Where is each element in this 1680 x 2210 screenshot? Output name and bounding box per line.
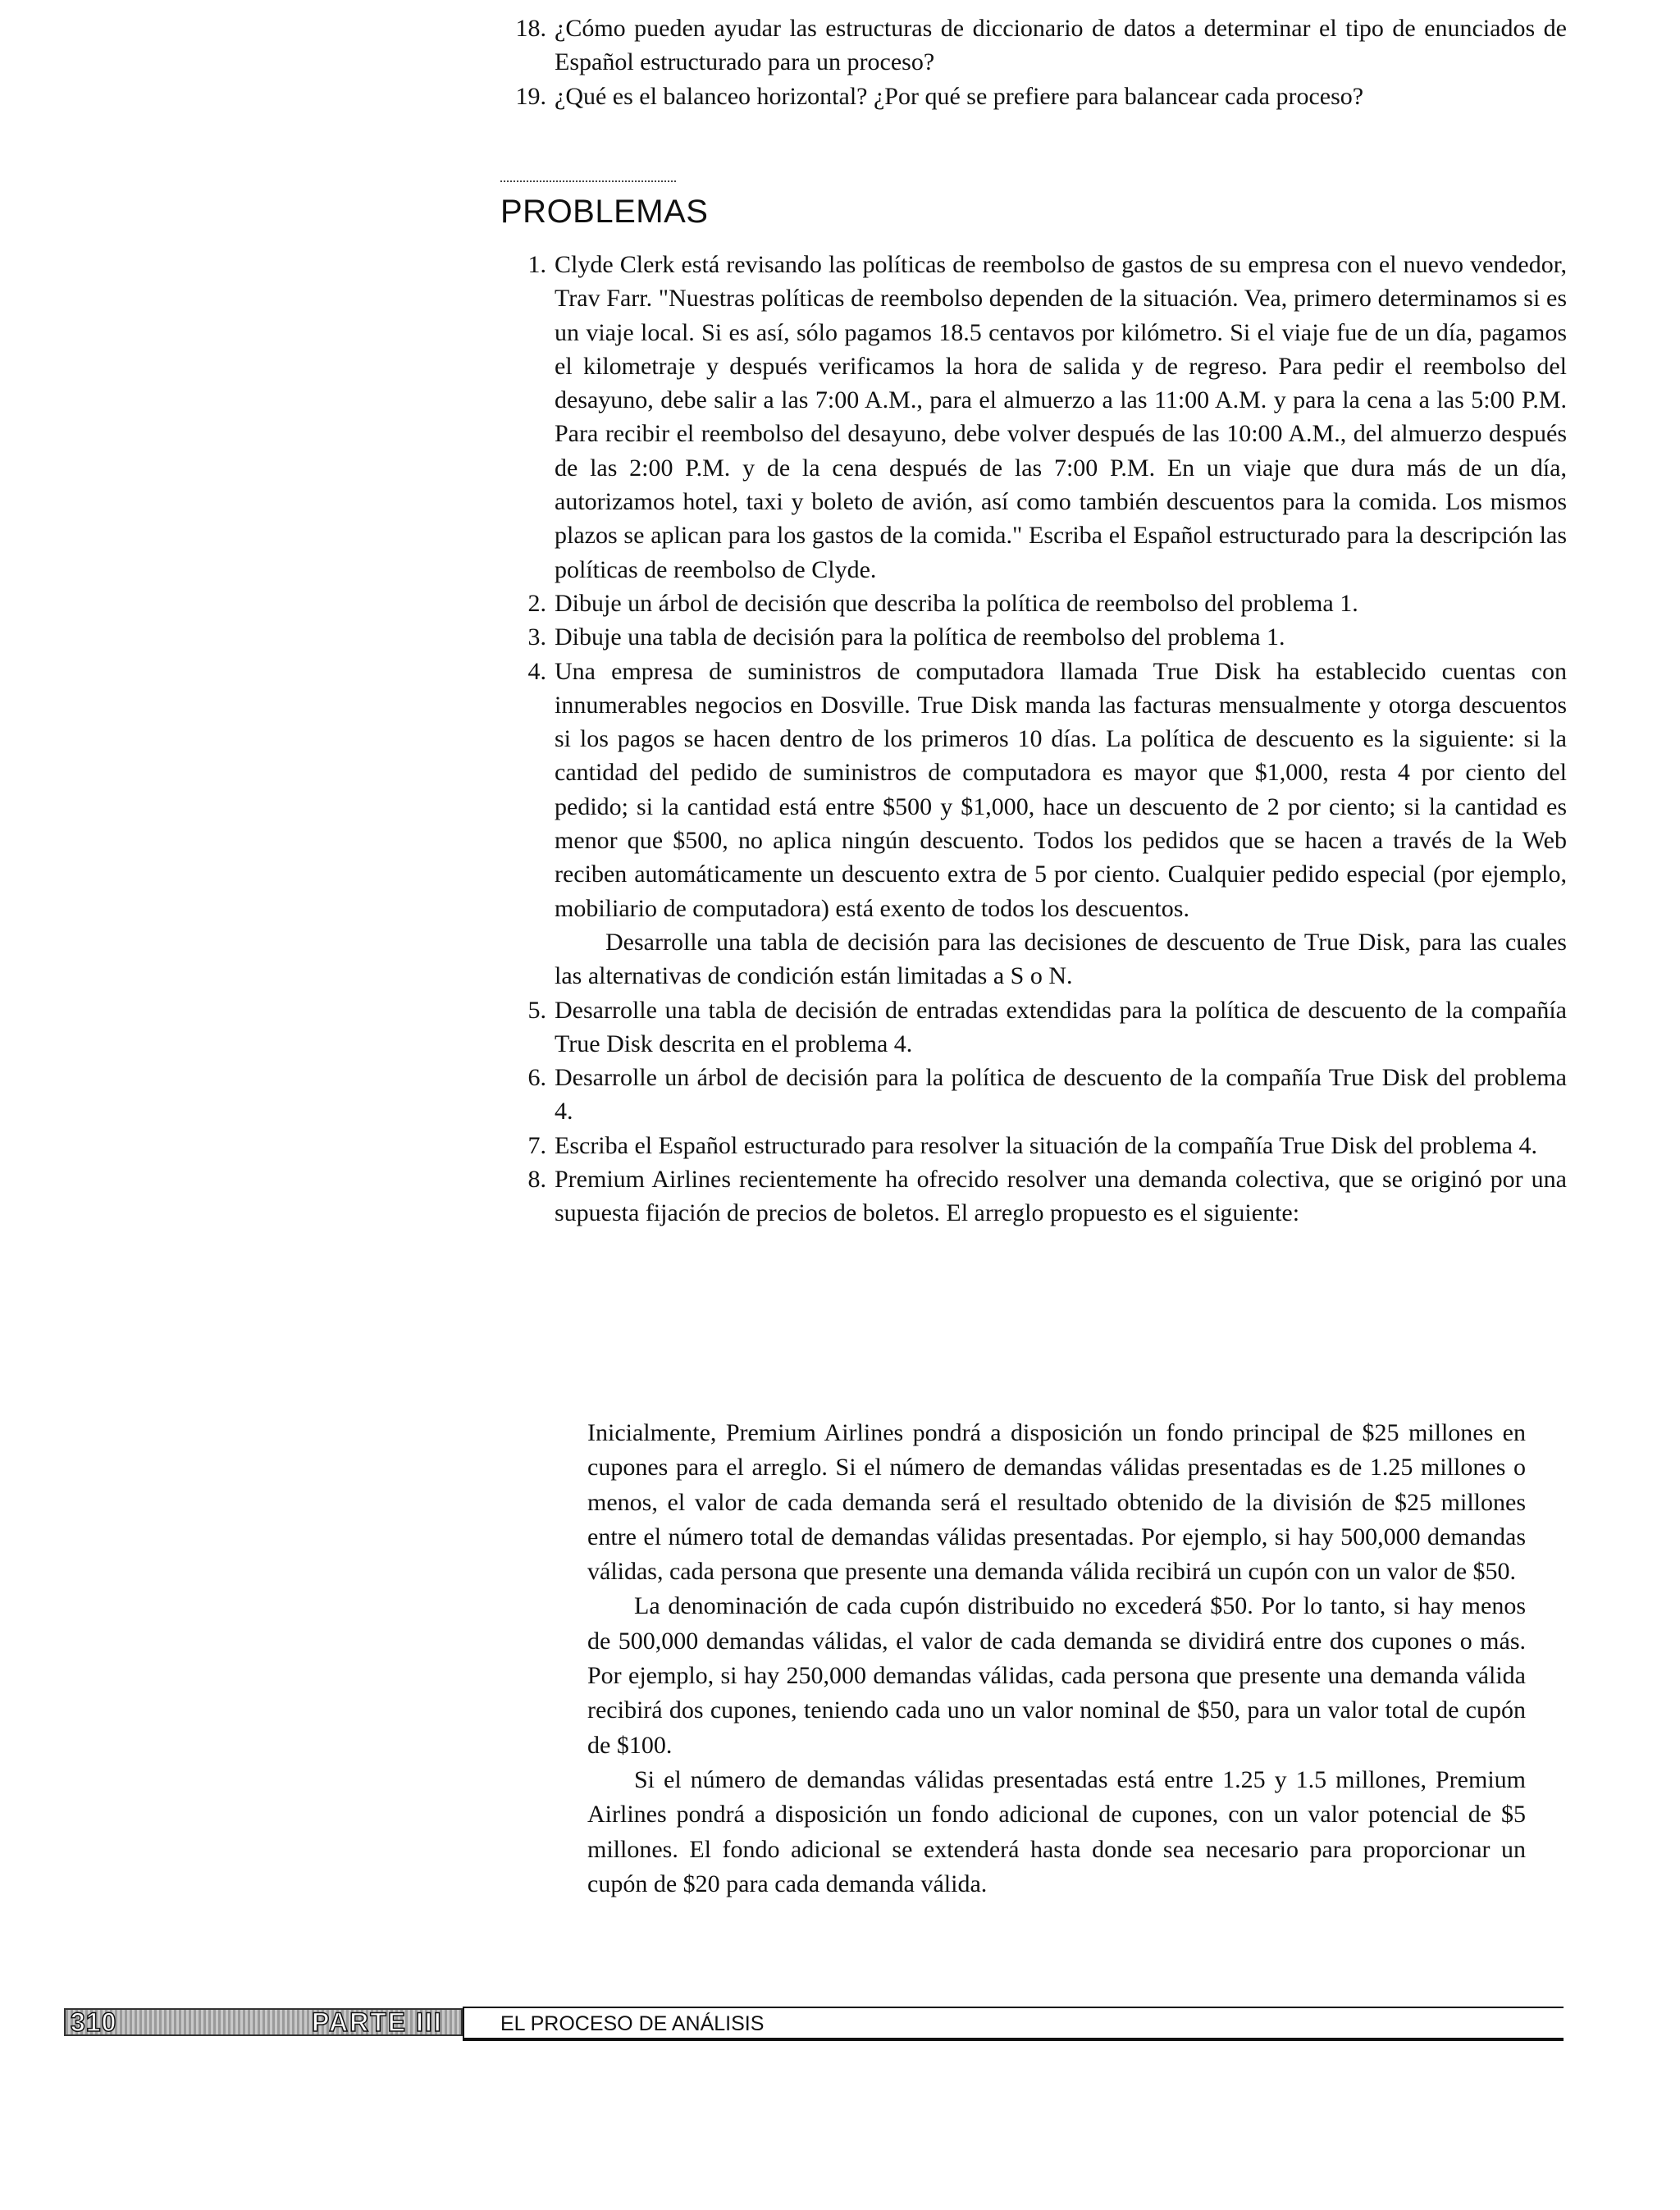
problem-text: Dibuje una tabla de decisión para la política de reembolso del problema 1.	[555, 623, 1285, 651]
problem-number: 5.	[527, 996, 546, 1024]
problem-item	[500, 1061, 1567, 1129]
review-questions	[500, 11, 1567, 113]
question-text: ¿Cómo pueden ayudar las estructuras de diccionario de datos a determinar el tipo de enunciados de Español estructurado para un proceso?	[555, 15, 1567, 76]
footer-rule	[463, 2038, 1564, 2041]
problem-item	[500, 620, 1567, 654]
problem-text: Desarrolle un árbol de decisión para la política de descuento de la compañía True Disk del problema 4.	[555, 1064, 1567, 1126]
question-number: 18.	[515, 15, 546, 42]
problem-text: Desarrolle una tabla de decisión de entradas extendidas para la política de descuento de la compañía True Disk descrita en el problema 4.	[555, 996, 1567, 1057]
running-title: EL PROCESO DE ANÁLISIS	[500, 2012, 765, 2035]
problem-text: Premium Airlines recientemente ha ofrecido resolver una demanda colectiva, que se originó por una supuesta fijación de precios de boletos. El arreglo propuesto es el siguiente:	[555, 1166, 1567, 1227]
heading-rule	[500, 180, 676, 182]
problem-continuation: Desarrolle una tabla de decisión para las decisiones de descuento de True Disk, para las cuales las alternativas de condición están limitadas a S o N.	[555, 928, 1567, 990]
problem-text: Dibuje un árbol de decisión que describa la política de reembolso del problema 1.	[555, 589, 1358, 617]
page-number: 310	[71, 2008, 117, 2036]
footer-rule	[463, 2007, 1564, 2008]
problem-item	[500, 587, 1567, 620]
problem-item	[500, 1162, 1567, 1231]
section-heading: PROBLEMAS	[500, 194, 709, 230]
question-number: 19.	[515, 82, 546, 110]
problem-number: 6.	[527, 1064, 546, 1092]
settlement-quote	[587, 1416, 1526, 1902]
footer-band	[64, 2008, 463, 2036]
problem-item	[500, 993, 1567, 1062]
problem-item	[500, 248, 1567, 587]
question-item	[500, 11, 1567, 80]
problem-item	[500, 655, 1567, 925]
part-label: PARTE III	[312, 2008, 443, 2036]
problem-number: 1.	[527, 251, 546, 278]
problem-number: 2.	[527, 589, 546, 617]
problem-number: 7.	[527, 1131, 546, 1159]
problem-number: 8.	[527, 1166, 546, 1194]
problem-text: Escriba el Español estructurado para resolver la situación de la compañía True Disk del problema 4.	[555, 1131, 1537, 1159]
quote-paragraph: Si el número de demandas válidas presentadas está entre 1.25 y 1.5 millones, Premium Airlines pondrá a disposición un fondo adicional de cupones, con un valor potencial de $5 millones. El fondo adicional se extenderá hasta donde sea necesario para proporcionar un cupón de $20 para cada demanda válida.	[587, 1765, 1526, 1897]
quote-paragraph: Inicialmente, Premium Airlines pondrá a disposición un fondo principal de $25 millones en cupones para el arreglo. Si el número de demandas válidas presentadas es de 1.25 millones o menos, el valor de cada demanda será el resultado obtenido de la división de $25 millones entre el número total de demandas válidas presentadas. Por ejemplo, si hay 500,000 demandas válidas, cada persona que presente una demanda válida recibirá un cupón con un valor de $50.	[587, 1419, 1526, 1586]
problems-list	[500, 248, 1567, 1231]
question-text: ¿Qué es el balanceo horizontal? ¿Por qué se prefiere para balancear cada proceso?	[555, 82, 1364, 110]
problem-number: 4.	[527, 657, 546, 685]
problem-text: Clyde Clerk está revisando las políticas de reembolso de gastos de su empresa con el nuevo vendedor, Trav Farr. "Nuestras políticas de reembolso dependen de la situación. Vea, primero determinamos si es un viaje local. Si es así, sólo pagamos 18.5 centavos por kilómetro. Si el viaje fue de un día, pagamos el kilometraje y después verificamos la hora de salida y de regreso. Para pedir el reembolso del desayuno, debe salir a las 7:00 A.M., para el almuerzo a las 11:00 A.M. y para la cena a las 5:00 P.M. Para recibir el reembolso del desayuno, debe volver después de las 10:00 A.M., del almuerzo después de las 2:00 P.M. y de la cena después de las 7:00 P.M. En un viaje que dura más de un día, autorizamos hotel, taxi y boleto de avión, así como también descuentos para la comida. Los mismos plazos se aplican para los gastos de la comida." Escriba el Español estructurado para la descripción las políticas de reembolso de Clyde.	[555, 251, 1567, 583]
problem-text: Una empresa de suministros de computadora llamada True Disk ha establecido cuentas con innumerables negocios en Dosville. True Disk manda las facturas mensualmente y otorga descuentos si los pagos se hacen dentro de los primeros 10 días. La política de descuento es la siguiente: si la cantidad del pedido de suministros de computadora es mayor que $1,000, resta 4 por ciento del pedido; si la cantidad está entre $500 y $1,000, hace un descuento de 2 por ciento; si la cantidad es menor que $500, no aplica ningún descuento. Todos los pedidos que se hacen a través de la Web reciben automáticamente un descuento extra de 5 por ciento. Cualquier pedido especial (por ejemplo, mobiliario de computadora) está exento de todos los descuentos.	[555, 657, 1567, 922]
footer-divider	[463, 2007, 464, 2039]
problem-item	[500, 1129, 1567, 1162]
problem-number: 3.	[527, 623, 546, 651]
quote-paragraph: La denominación de cada cupón distribuido no excederá $50. Por lo tanto, si hay menos de 500,000 demandas válidas, el valor de cada demanda se dividirá entre dos cupones o más. Por ejemplo, si hay 250,000 demandas válidas, cada persona que presente una demanda válida recibirá dos cupones, teniendo cada uno un valor nominal de $50, para un valor total de cupón de $100.	[587, 1592, 1526, 1759]
question-item	[500, 80, 1567, 113]
